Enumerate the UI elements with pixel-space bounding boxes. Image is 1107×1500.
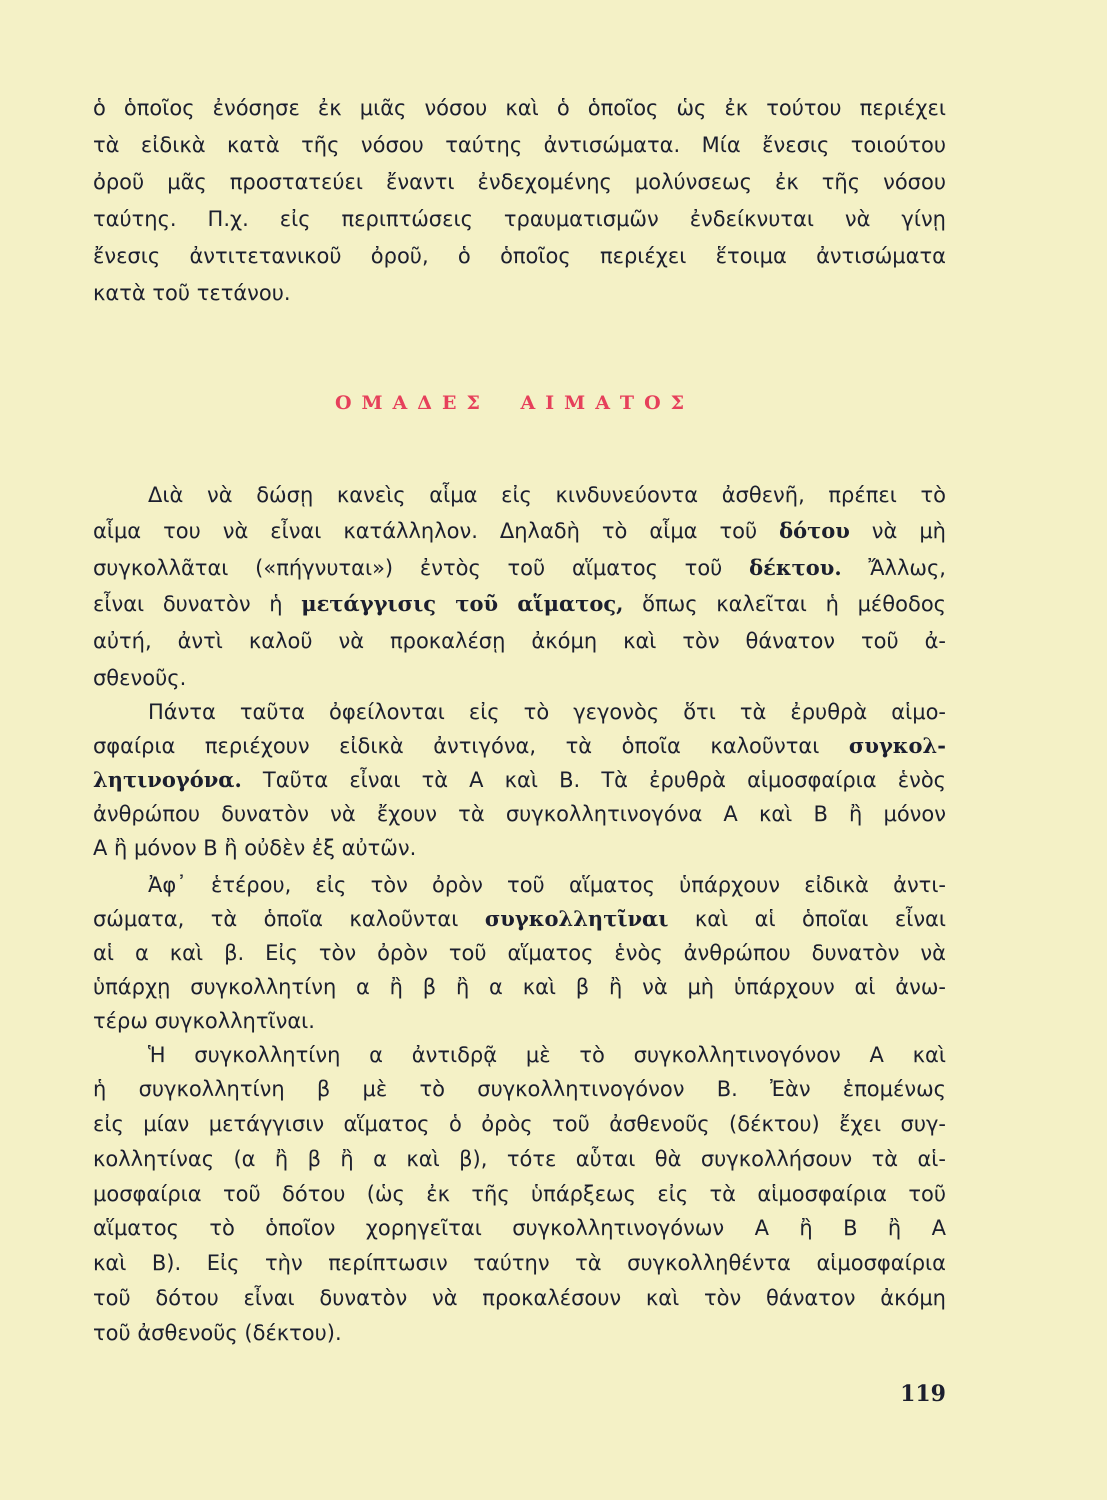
text-run: αἱ α καὶ β. Εἰς τὸν ὀρὸν τοῦ αἵματος ἑνὸς ἀνθρώπου δυνατὸν νὰ [93, 941, 946, 965]
text-run: ὑπάρχῃ συγκολλητίνη α ἢ β ἢ α καὶ β ἢ νὰ μὴ ὑπάρχουν αἱ ἀνω- [93, 975, 946, 999]
text-line [93, 1246, 946, 1281]
text-run: Ἀφ᾽ ἑτέρου, εἰς τὸν ὀρὸν τοῦ αἵματος ὑπάρχουν εἰδικὰ ἀντι- [148, 873, 946, 897]
text-line [93, 1211, 946, 1246]
text-run: νὰ μὴ [849, 519, 946, 544]
text-line [93, 729, 946, 763]
paragraph-reaction [93, 1038, 946, 1351]
text-line [93, 513, 946, 550]
text-run: ὅπως καλεῖται ἡ μέθοδος [623, 592, 946, 617]
text-run: αἷμα του νὰ εἶναι κατάλληλον. Δηλαδὴ τὸ αἷμα τοῦ [93, 519, 780, 544]
text-run: ἡ συγκολλητίνη β μὲ τὸ συγκολλητινογόνον Β. Ἐὰν ἑπομένως [93, 1077, 946, 1102]
text-line [93, 902, 946, 936]
text-run: σφαίρια περιέχουν εἰδικὰ ἀντιγόνα, τὰ ὁποῖα καλοῦνται [93, 734, 849, 758]
bold-term: δέκτου. [749, 554, 842, 580]
paragraph-agglutinins [93, 868, 946, 1038]
section-heading: ΟΜΑΔΕΣ ΑΙΜΑΤΟΣ [334, 392, 695, 414]
text-line [93, 477, 946, 514]
paragraph-continuation [93, 90, 946, 312]
text-run: αἵματος τὸ ὁποῖον χορηγεῖται συγκολλητινογόνων Α ἢ Β ἢ Α [93, 1216, 946, 1241]
text-line [93, 586, 946, 623]
text-run: σώματα, τὰ ὁποῖα καλοῦνται [93, 907, 485, 931]
text-line [93, 1038, 946, 1073]
text-line [93, 201, 946, 238]
text-line [93, 90, 946, 127]
text-run: ὁ ὁποῖος ἐνόσησε ἐκ μιᾶς νόσου καὶ ὁ ὁποῖος ὡς ἐκ τούτου περιέχει [93, 95, 946, 120]
text-line [93, 1072, 946, 1107]
bold-term: συγκολλητῖναι [484, 906, 669, 931]
text-line [93, 763, 946, 797]
text-run: ἀνθρώπου δυνατὸν νὰ ἔχουν τὰ συγκολλητινογόνα Α καὶ Β ἢ μόνον [93, 802, 946, 826]
text-line [93, 623, 946, 660]
text-line [93, 868, 946, 902]
text-run: Ἄλλως, [841, 555, 946, 580]
text-run: καὶ Β). Εἰς τὴν περίπτωσιν ταύτην τὰ συγκολληθέντα αἱμοσφαίρια [93, 1251, 946, 1276]
text-line [93, 1107, 946, 1142]
text-run: Ἡ συγκολλητίνη α ἀντιδρᾷ μὲ τὸ συγκολλητινογόνον Α καὶ [148, 1042, 946, 1067]
text-line [93, 275, 946, 312]
text-line [93, 1316, 946, 1351]
text-run: τοῦ ἀσθενοῦς (δέκτου). [93, 1320, 342, 1345]
text-line [93, 970, 946, 1004]
text-run: τέρω συγκολλητῖναι. [93, 1009, 315, 1033]
text-run: τοῦ δότου εἶναι δυνατὸν νὰ προκαλέσουν καὶ τὸν θάνατον ἀκόμη [93, 1285, 946, 1310]
text-line [93, 695, 946, 729]
paragraph-transfusion [93, 477, 946, 697]
text-line [93, 1281, 946, 1316]
text-run: Διὰ νὰ δώσῃ κανεὶς αἷμα εἰς κινδυνεύοντα ἀσθενῆ, πρέπει τὸ [148, 482, 946, 507]
paragraph-agglutinogens [93, 695, 946, 865]
text-line [93, 660, 946, 697]
text-run: κατὰ τοῦ τετάνου. [93, 280, 291, 305]
text-run: συγκολλᾶται («πήγνυται») ἐντὸς τοῦ αἵματος τοῦ [93, 555, 750, 580]
text-run: εἶναι δυνατὸν ἡ [93, 592, 302, 617]
text-run: Πάντα ταῦτα ὀφείλονται εἰς τὸ γεγονὸς ὅτι τὰ ἐρυθρὰ αἱμο- [148, 700, 946, 724]
text-line [93, 1142, 946, 1177]
text-run: σθενοῦς. [93, 665, 187, 690]
text-run: ταύτης. Π.χ. εἰς περιπτώσεις τραυματισμῶν ἐνδείκνυται νὰ γίνῃ [93, 206, 946, 231]
text-line [93, 831, 946, 865]
text-line [93, 1177, 946, 1212]
text-run: αὐτή, ἀντὶ καλοῦ νὰ προκαλέσῃ ἀκόμη καὶ τὸν θάνατον τοῦ ἀ- [93, 629, 946, 654]
bold-term: δότου [779, 518, 850, 544]
page-number: 119 [900, 1381, 946, 1407]
bold-term: μετάγγισις τοῦ αἵματος, [301, 591, 624, 617]
text-run: Α ἢ μόνον Β ἢ οὐδὲν ἐξ αὐτῶν. [93, 836, 417, 860]
text-line [93, 238, 946, 275]
text-line [93, 550, 946, 587]
text-line [93, 1004, 946, 1038]
text-line [93, 797, 946, 831]
text-run: καὶ αἱ ὁποῖαι εἶναι [668, 907, 946, 931]
text-line [93, 127, 946, 164]
text-run: κολλητίνας (α ἢ β ἢ α καὶ β), τότε αὗται θὰ συγκολλήσουν τὰ αἱ- [93, 1146, 946, 1171]
text-run: ἔνεσις ἀντιτετανικοῦ ὀροῦ, ὁ ὁποῖος περιέχει ἕτοιμα ἀντισώματα [93, 243, 946, 268]
text-run: εἰς μίαν μετάγγισιν αἵματος ὁ ὀρὸς τοῦ ἀσθενοῦς (δέκτου) ἔχει συγ- [93, 1112, 946, 1137]
text-run: τὰ εἰδικὰ κατὰ τῆς νόσου ταύτης ἀντισώματα. Μία ἔνεσις τοιούτου [93, 132, 946, 157]
text-line [93, 936, 946, 970]
text-run: μοσφαίρια τοῦ δότου (ὡς ἐκ τῆς ὑπάρξεως εἰς τὰ αἱμοσφαίρια τοῦ [93, 1181, 946, 1206]
text-line [93, 164, 946, 201]
text-run: Ταῦτα εἶναι τὰ Α καὶ Β. Τὰ ἐρυθρὰ αἱμοσφαίρια ἑνὸς [241, 768, 946, 792]
bold-term: λητινογόνα. [93, 767, 242, 792]
text-run: ὀροῦ μᾶς προστατεύει ἔναντι ἐνδεχομένης μολύνσεως ἐκ τῆς νόσου [93, 169, 946, 194]
bold-term: συγκολ- [848, 733, 946, 758]
